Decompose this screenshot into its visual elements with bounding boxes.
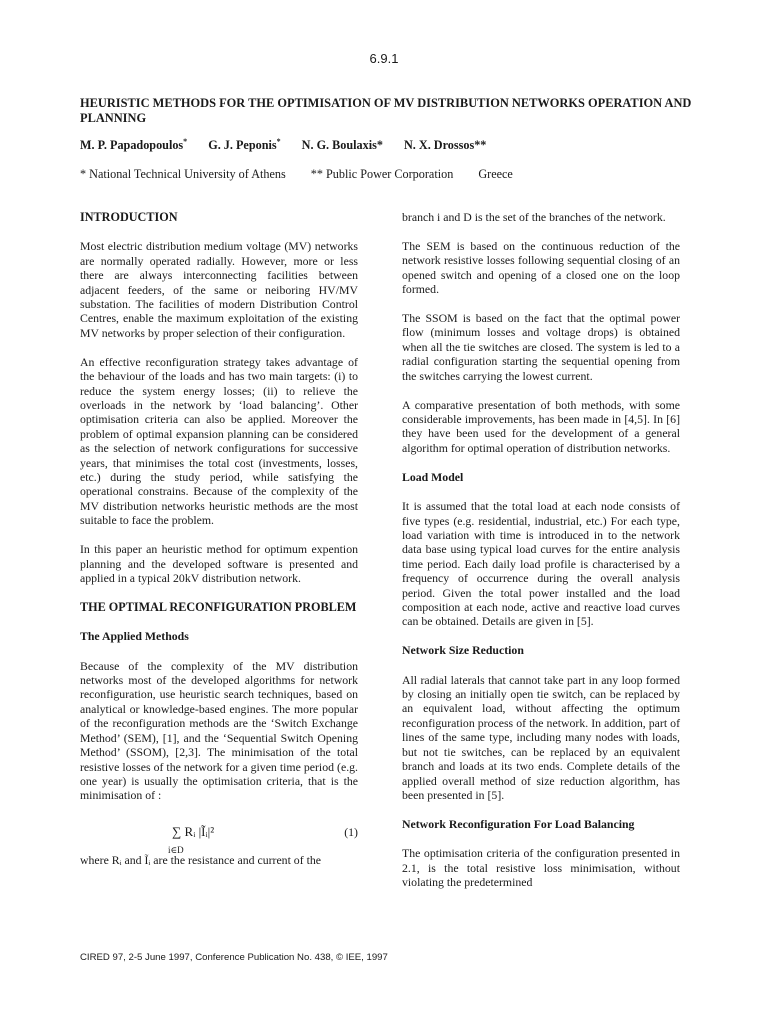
page-footer: CIRED 97, 2-5 June 1997, Conference Publication No. 438, © IEE, 1997 <box>80 952 388 963</box>
equation-expression: ∑ Rᵢ |Ĩᵢ|² i∈D <box>172 825 214 839</box>
affiliation-2: ** Public Power Corporation <box>310 167 454 181</box>
author-4: N. X. Drossos** <box>404 138 487 153</box>
paper-title: HEURISTIC METHODS FOR THE OPTIMISATION OF MV DISTRIBUTION NETWORKS OPERATION AND PLANNING <box>80 96 692 125</box>
equation-1 <box>80 815 358 856</box>
intro-paragraph-3: In this paper an heuristic method for optimum expention planning and the developed software is presented and applied in a typical 20kV distribution network. <box>80 542 358 585</box>
affiliation-country: Greece <box>478 167 513 181</box>
intro-paragraph-1: Most electric distribution medium voltage (MV) networks are normally operated radially. However, more or less there are always interconnecting facilities between adjacent feeders, of the same or neiboring HV/MV substation. The facilities of modern Distribution Control Centres, enable the maximum exploitation of the existing MV networks by proper selection of their configuration. <box>80 239 358 340</box>
where-paragraph: where Rᵢ and Ĩᵢ are the resistance and current of the <box>80 853 321 868</box>
page-number: 6.9.1 <box>369 51 399 66</box>
equation-subscript: i∈D <box>168 845 184 856</box>
comparison-paragraph: A comparative presentation of both methods, with some considerable improvements, has been made in [4,5]. In [6] they have been used for the development of a general algorithm for optimal operation of distribution networks. <box>402 397 680 455</box>
author-1: M. P. Papadopoulos* <box>80 137 188 153</box>
section-heading: THE OPTIMAL RECONFIGURATION PROBLEM <box>80 599 357 614</box>
subsection-heading-load-balancing: Network Reconfiguration For Load Balancing <box>402 816 635 831</box>
affiliations <box>80 167 700 182</box>
size-reduction-paragraph: All radial laterals that cannot take part in any loop formed by closing an initially open tie switch, can be replaced by an equivalent load, without affecting the optimum reconfiguration process of the network. In addition, part of lines of the same type, including many nodes with loads, but not tie switches, can be replaced by an equivalent branch and loads at its two ends. Complete details of the applied overall method of size reduction algorithm, has been presented in [5]. <box>402 672 680 802</box>
author-3: N. G. Boulaxis* <box>301 138 383 153</box>
introduction-heading: INTRODUCTION <box>80 210 178 224</box>
methods-paragraph: Because of the complexity of the MV distribution networks most of the developed algorithms for network reconfiguration, use heuristic search techniques, based on analytical or knowledge-based engines. The more popular of the reconfiguration methods are the ‘Switch Exchange Method’ (SEM), [1], and the ‘Sequential Switch Opening Method’ (SSOM), [2,3]. The minimisation of the total resistive losses of the network for a given time period (e.g. one year) is usually the optimisation criteria, that is the minimisation of : <box>80 658 358 803</box>
load-balancing-paragraph: The optimisation criteria of the configuration presented in 2.1, is the total resistive loss minimisation, without violating the predetermined <box>402 846 680 890</box>
subsection-heading-methods: The Applied Methods <box>80 629 189 644</box>
affiliation-1: * National Technical University of Athens <box>80 167 286 181</box>
intro-paragraph-2: An effective reconfiguration strategy takes advantage of the behaviour of the loads and has two main targets: (i) to reduce the system energy losses; (ii) to relieve the overloads in the network by ‘load balancing’. Other optimisation criteria can also be applied. Moreover the problem of optimal expansion planning can be considered as the selection of network configurations for successive years, that minimises the total cost (investments, losses, etc.) during the study period, while satisfying the operational constrains. Because of the complexity of the MV distribution networks heuristic methods are the most suitable to face the problem. <box>80 354 358 528</box>
right-column <box>402 210 680 904</box>
subsection-heading-load-model: Load Model <box>402 469 464 484</box>
ssom-paragraph: The SSOM is based on the fact that the optimal power flow (minimum losses and voltage drops) is obtained when all the tie switches are closed. The system is led to a radial configuration starting the sequential opening from the switches carrying the lowest current. <box>402 311 680 383</box>
left-column <box>80 210 358 882</box>
branch-paragraph: branch i and D is the set of the branches of the network. <box>402 210 666 224</box>
load-model-paragraph: It is assumed that the total load at each node consists of five types (e.g. residential, industrial, etc.) For each type, load variation with time is introduced in to the network data base using typical load curves for the entire analysis time period. Each daily load profile is characterised by a frequency of occurrence during the overall analysis period. Given the total power installed and the load composition at each node, active and reactive load curves can be obtained. Details are given in [5]. <box>402 499 680 629</box>
equation-number: (1) <box>344 825 358 840</box>
subsection-heading-size-reduction: Network Size Reduction <box>402 643 524 658</box>
author-2: G. J. Peponis* <box>208 137 281 153</box>
sem-paragraph: The SEM is based on the continuous reduction of the network resistive losses following sequential closing of an opened switch and opening of a closed one on the loop formed. <box>402 238 680 297</box>
author-list <box>80 137 700 153</box>
